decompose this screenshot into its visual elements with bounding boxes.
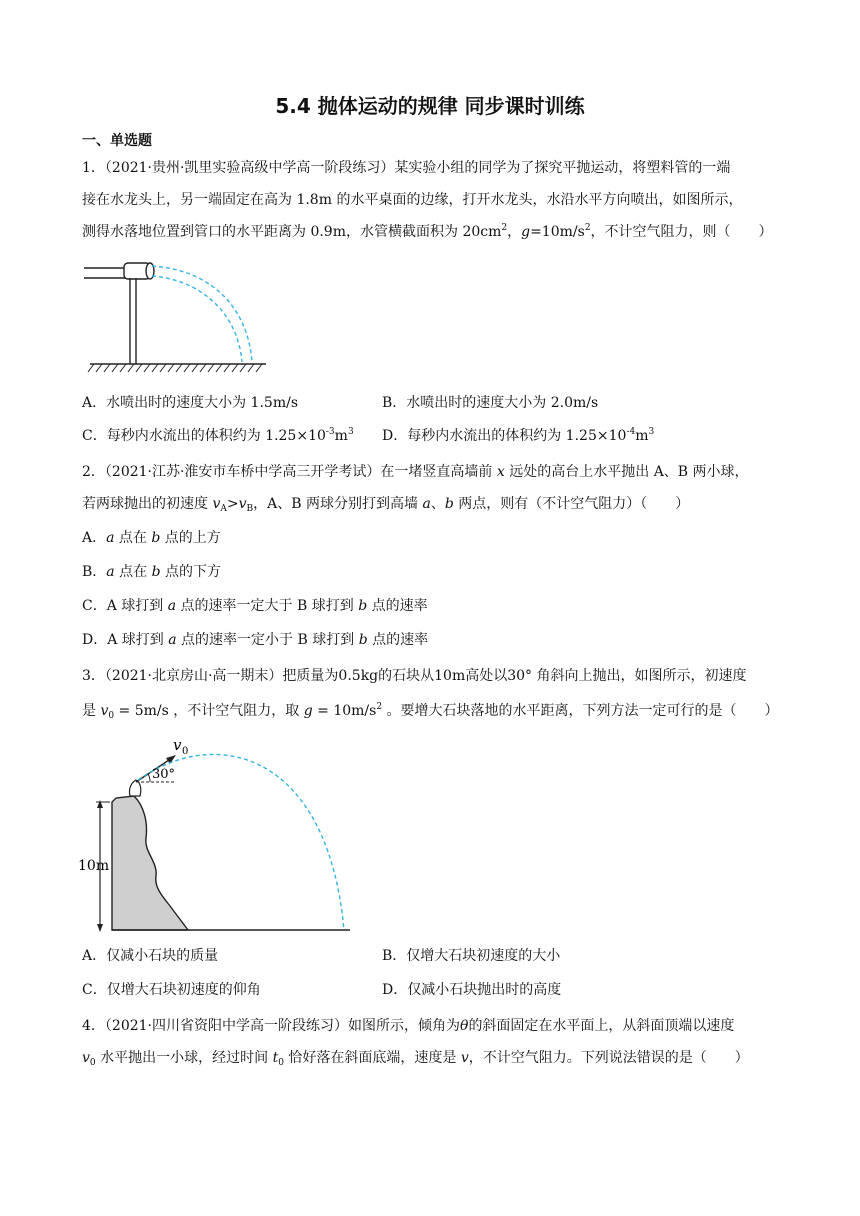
q3-line-2: 是 $v_0 = 5m/s$ ，不计空气阻力，取 $g = 10m/s^2$ 。要增大石块落地的水平距离，下列方法一定可行的是（ ） bbox=[82, 702, 779, 721]
q1-option-a[interactable]: A．水喷出时的速度大小为 1.5m/s bbox=[82, 395, 299, 411]
q1-line-2: 接在水龙头上，另一端固定在高为 1.8m 的水平桌面的边缘，打开水龙头，水沿水平方向喷出，如图所示， bbox=[82, 192, 743, 208]
q3-option-a[interactable]: A．仅减小石块的质量 bbox=[82, 948, 219, 964]
q3-figure-v0-label: v bbox=[173, 736, 182, 754]
q3-option-b[interactable]: B．仅增大石块初速度的大小 bbox=[382, 948, 561, 964]
page-title: 5.4 抛体运动的规律 同步课时训练 bbox=[275, 94, 585, 118]
q3-option-c[interactable]: C．仅增大石块初速度的仰角 bbox=[82, 982, 261, 998]
q2-line-2: 若两球抛出的初速度 $v_A>v_B$，A、B 两球分别打到高墙 a、b 两点，则有（不计空气阻力）（ ） bbox=[82, 496, 690, 514]
q4-line-1: 4．（2021·四川省资阳中学高一阶段练习）如图所示，倾角为θ的斜面固定在水平面上，从斜面顶端以速度 bbox=[82, 1018, 735, 1034]
q2-option-d[interactable]: D．A 球打到 a 点的速率一定小于 B 球打到 b 点的速率 bbox=[82, 632, 429, 648]
q1-line-3: 测得水落地位置到管口的水平距离为 0.9m，水管横截面积为 $20cm^2$，$g=10m/s^2$，不计空气阻力，则（ ） bbox=[82, 223, 773, 240]
q3-figure-angle-label: 30° bbox=[152, 767, 176, 782]
q3-figure-v0-subscript: 0 bbox=[182, 746, 189, 757]
q2-option-b[interactable]: B．a 点在 b 点的下方 bbox=[82, 564, 221, 580]
q3-figure-height-label: 10m bbox=[78, 858, 110, 874]
q2-option-a[interactable]: A．a 点在 b 点的上方 bbox=[82, 530, 221, 546]
q4-line-2: $v_0$ 水平抛出一小球，经过时间 $t_0$ 恰好落在斜面底端，速度是 v，不计空气阻力。下列说法错误的是（ ） bbox=[82, 1050, 749, 1068]
q1-figure-water-pipe bbox=[80, 258, 270, 378]
q2-option-c[interactable]: C．A 球打到 a 点的速率一定大于 B 球打到 b 点的速率 bbox=[82, 598, 428, 614]
q1-option-d[interactable]: D．每秒内水流出的体积约为 $1.25\times 10^{-4}m^3$ bbox=[382, 427, 655, 444]
section-heading: 一、单选题 bbox=[82, 133, 152, 149]
q3-line-1: 3．（2021·北京房山·高一期末）把质量为0.5kg的石块从10m高处以30° 角斜向上抛出，如图所示，初速度 bbox=[82, 668, 747, 684]
q3-figure-cliff-projectile bbox=[78, 734, 358, 934]
q1-line-1: 1．（2021·贵州·凯里实验高级中学高一阶段练习）某实验小组的同学为了探究平抛运动，将塑料管的一端 bbox=[82, 160, 731, 176]
q2-line-1: 2．（2021·江苏·淮安市车桥中学高三开学考试）在一堵竖直高墙前 x 远处的高台上水平抛出 A、B 两小球， bbox=[82, 464, 749, 480]
q1-option-b[interactable]: B．水喷出时的速度大小为 2.0m/s bbox=[382, 395, 599, 411]
q3-option-d[interactable]: D．仅减小石块抛出时的高度 bbox=[382, 982, 562, 998]
q1-option-c[interactable]: C．每秒内水流出的体积约为 $1.25\times 10^{-3}m^3$ bbox=[82, 427, 354, 444]
